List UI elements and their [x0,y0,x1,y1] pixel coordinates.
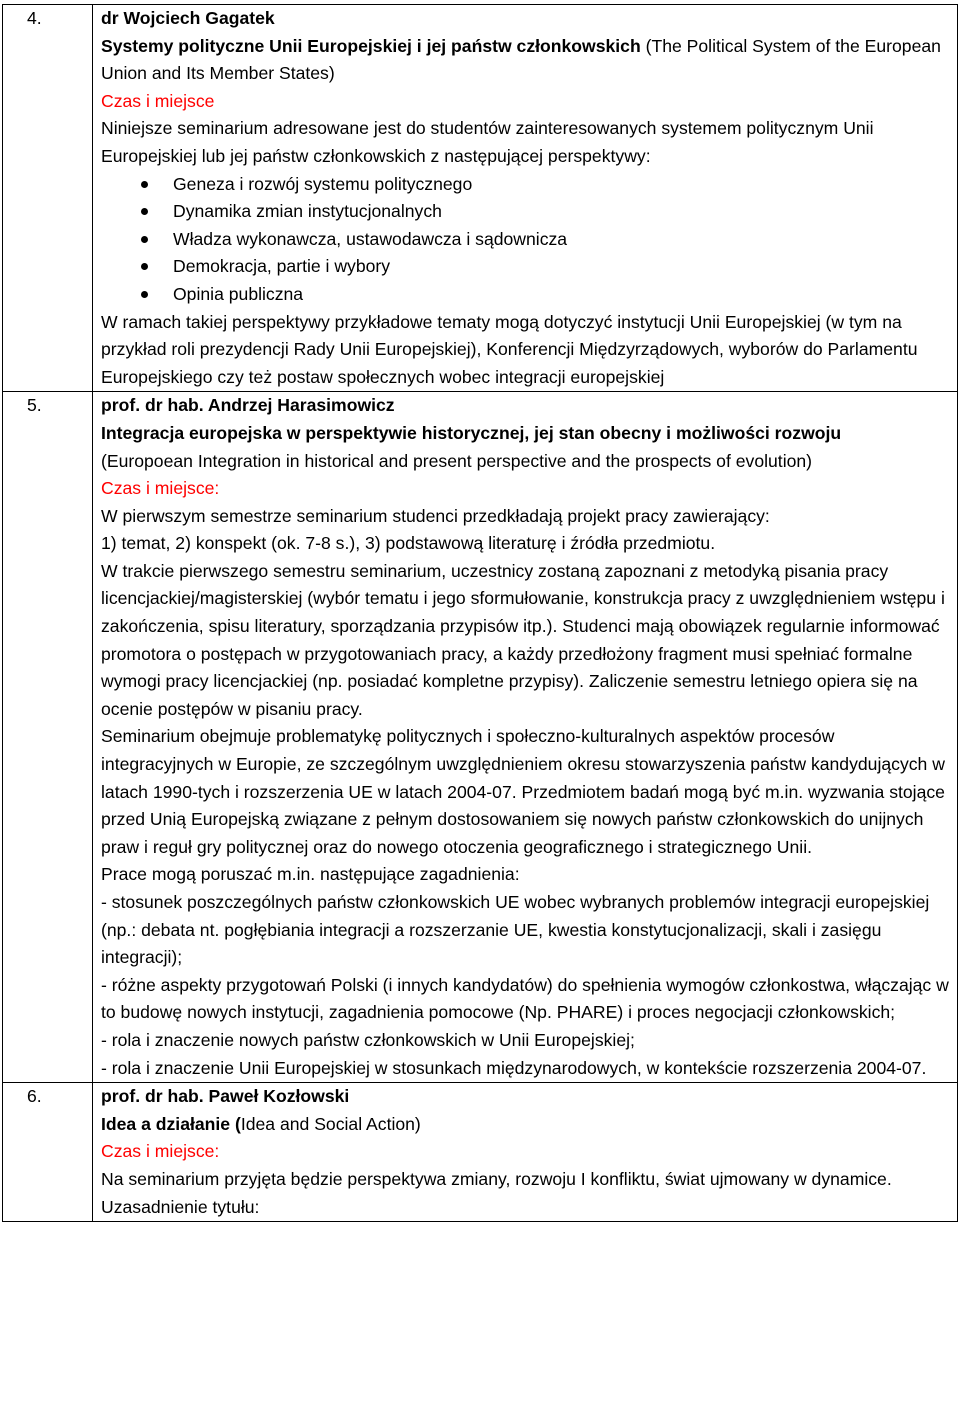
paragraph: 1) temat, 2) konspekt (ok. 7-8 s.), 3) podstawową literaturę i źródła przedmiotu. [101,533,716,554]
paragraph: Na seminarium przyjęta będzie perspektywa zmiany, rozwoju I konfliktu, świat ujmowany w dynamice. [101,1168,892,1189]
seminar-title-bold: Integracja europejska w perspektywie historycznej, jej stan obecny i możliwości rozwoju [101,422,842,443]
seminar-title [101,1111,951,1139]
paragraph: - różne aspekty przygotowań Polski (i innych kandydatów) do spełnienia wymogów członkostwa, włączając w to budowę nowych instytucji, zagadnienia pomocowe (Np. PHARE) i proces negocjacji członkowskich; [101,974,949,1023]
entry-number: 6. [3,1083,93,1222]
list-item: Demokracja, partie i wybory [173,253,951,281]
list-item: Władza wykonawcza, ustawodawcza i sądownicza [173,226,951,254]
entry-content [93,5,958,392]
paragraph: W pierwszym semestrze seminarium studenci przedkładają projekt pracy zawierający: [101,505,770,526]
intro-paragraph: Niniejsze seminarium adresowane jest do studentów zainteresowanych systemem politycznym Unii Europejskiej lub jej państw członkowskich z następującej perspektywy: [101,118,874,166]
table-row [3,392,958,1083]
table-row [3,1083,958,1222]
list-item: Geneza i rozwój systemu politycznego [173,171,951,199]
author-name: prof. dr hab. Paweł Kozłowski [101,1086,350,1107]
paragraph: Uzasadnienie tytułu: [101,1196,260,1217]
list-item: Dynamika zmian instytucjonalnych [173,198,951,226]
paragraph: - rola i znaczenie Unii Europejskiej w stosunkach międzynarodowych, w kontekście rozszerzenia 2004-07. [101,1057,927,1078]
time-place-label: Czas i miejsce [101,90,215,111]
author-name: dr Wojciech Gagatek [101,8,275,28]
entry-number: 5. [3,392,93,1083]
seminar-title-english: Idea and Social Action) [240,1113,421,1134]
seminar-title-english: (The Political System of the European Union and Its Member States) [101,35,941,84]
author-name: prof. dr hab. Andrzej Harasimowicz [101,395,395,416]
paragraph: W trakcie pierwszego semestru seminarium, uczestnicy zostaną zapoznani z metodyką pisania pracy licencjackiej/magisterskiej (wybór tematu i jego sformułowanie, konstrukcja pracy z uwzględnieniem wstępu i zakończenia, spisu literatury, sporządzania przypisów itp.). Studenci mają obowiązek regularnie informować promotora o postępach w przygotowaniach pracy, a każdy przedłożony fragment musi spełniać formalne wymogi pracy licencjackiej (np. posiadać kompletne przypisy). Zaliczenie semestru letniego opiera się na ocenie postępów w pisaniu pracy. [101,560,945,719]
paragraph: - stosunek poszczególnych państw członkowskich UE wobec wybranych problemów integracji europejskiej (np.: debata nt. pogłębiania integracji a rozszerzanie UE, kwestia konstytucjonalizacji, skali i zasięgu integracji); [101,892,930,968]
table-row [3,5,958,392]
paragraph: - rola i znaczenie nowych państw członkowskich w Unii Europejskiej; [101,1029,635,1050]
seminar-table [2,4,958,1222]
paragraph: Prace mogą poruszać m.in. następujące zagadnienia: [101,864,520,885]
entry-content [93,1083,958,1222]
outro-paragraph: W ramach takiej perspektywy przykładowe tematy mogą dotyczyć instytucji Unii Europejskiej (w tym na przykład roli prezydencji Rady Unii Europejskiej), Konferencji Międzyrządowych, wyborów do Parlamentu Europejskiego czy też postaw społecznych wobec integracji europejskiej [101,311,918,387]
topic-list [101,171,951,309]
seminar-title [101,33,951,88]
time-place-label: Czas i miejsce: [101,1141,220,1162]
entry-number: 4. [3,5,93,392]
seminar-title-bold: Idea a działanie ( [101,1113,241,1134]
list-item: Opinia publiczna [173,281,951,309]
seminar-title-english: (Europoean Integration in historical and present perspective and the prospects of evolution) [101,450,813,471]
seminar-title-bold: Systemy polityczne Unii Europejskiej i jej państw członkowskich [101,35,641,56]
time-place-label: Czas i miejsce: [101,478,220,499]
document-page [0,4,960,1222]
paragraph: Seminarium obejmuje problematykę politycznych i społeczno-kulturalnych aspektów procesów integracyjnych w Europie, ze szczególnym uwzględnieniem okresu stowarzyszenia państw kandydujących w latach 1990-tych i rozszerzenia UE w latach 2004-07. Przedmiotem badań mogą być m.in. wyzwania stojące przed Unią Europejską związane z pełnym dostosowaniem się nowych państw członkowskich do unijnych praw i reguł gry politycznej oraz do nowego otoczenia geograficznego i strategicznego Unii. [101,726,945,857]
entry-content [93,392,958,1083]
